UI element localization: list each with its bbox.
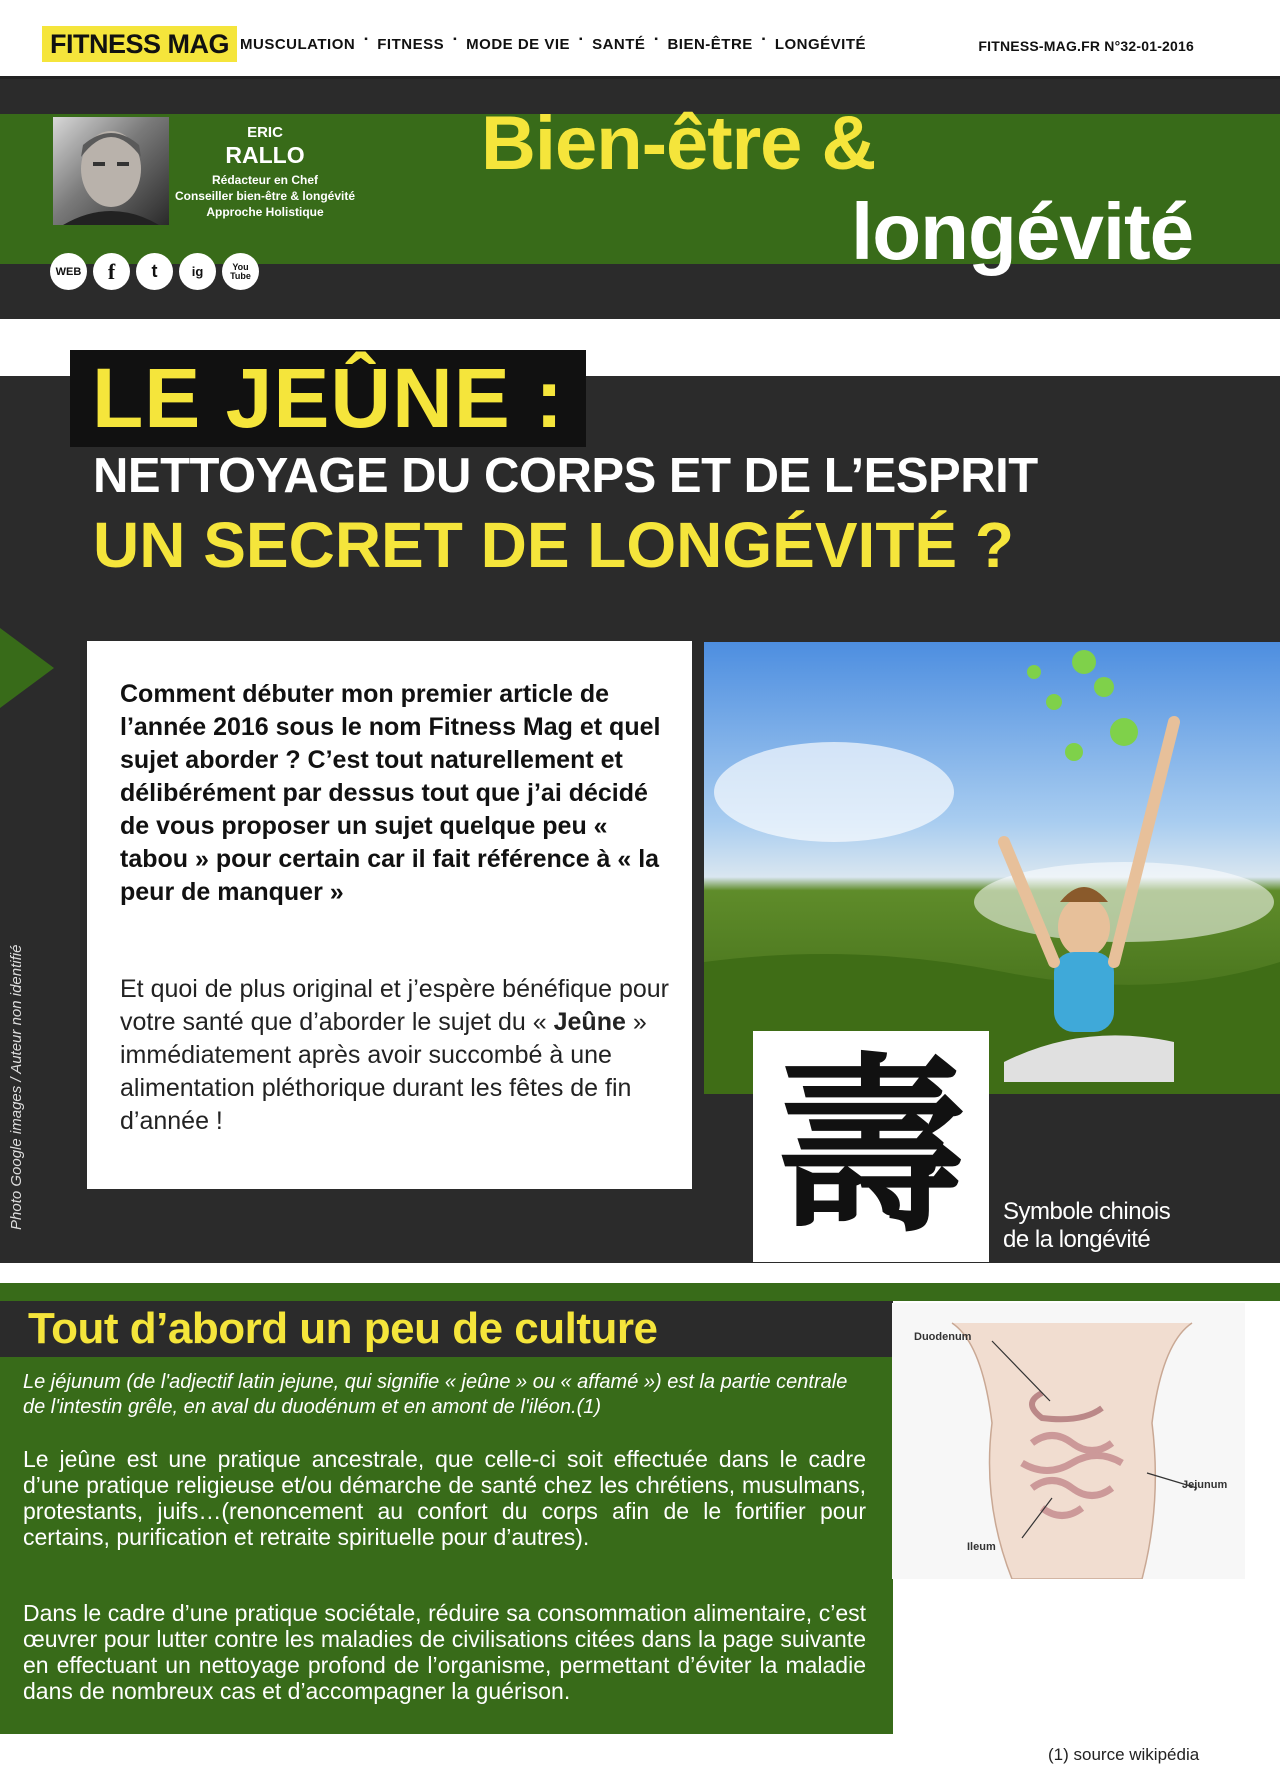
facebook-icon[interactable]: f: [93, 253, 130, 290]
nav-item-bien-etre[interactable]: BIEN-ÊTRE: [667, 36, 753, 53]
author-photo: [53, 117, 169, 225]
symbol-caption: [1003, 1198, 1170, 1254]
twitter-icon[interactable]: t: [136, 253, 173, 290]
issue-number: FITNESS-MAG.FR N°32-01-2016: [978, 38, 1194, 54]
nav-separator: ▪: [579, 34, 584, 45]
culture-divider: [0, 1283, 1280, 1301]
nav-separator: ▪: [453, 34, 458, 45]
nav-item-mode-de-vie[interactable]: MODE DE VIE: [466, 36, 571, 53]
nav-separator: ▪: [654, 34, 659, 45]
symbol-caption-line: de la longévité: [1003, 1226, 1151, 1253]
author-last-name: RALLO: [225, 142, 305, 168]
nav-separator: ▪: [761, 34, 766, 45]
nav-separator: ▪: [364, 34, 369, 45]
anatomy-label-jejunum: Jejunum: [1182, 1479, 1228, 1491]
meadow-image-icon: [704, 642, 1280, 1094]
culture-paragraph: Dans le cadre d’une pratique sociétale, réduire sa consommation alimentaire, c’est œuvrer pour lutter contre les maladies de civilisations citées dans la page suivante en effectuant un nettoyage profond de l’organisme, permettant d’éviter la maladie dans de nombreux cas et d’accompagner la guérison.: [23, 1600, 866, 1704]
intro-lead: Comment débuter mon premier article de l’année 2016 sous le nom Fitness Mag et quel sujet aborder ? C’est tout naturellement et délibérément par dessus tout que j’ai décidé de vous proposer un sujet quelque peu « tabou » pour certain car il fait référence à « la peur de manquer »: [120, 680, 661, 906]
chinese-symbol-box: [753, 1031, 989, 1262]
photo-credit: Photo Google images / Auteur non identifié: [8, 944, 25, 1230]
nav-item-fitness[interactable]: FITNESS: [377, 36, 445, 53]
youtube-icon[interactable]: You Tube: [222, 253, 259, 290]
intro-body-text: Et quoi de plus original et j’espère bénéfique pour votre santé que d’aborder le sujet du «: [120, 975, 669, 1036]
anatomy-label-ileum: Ileum: [967, 1541, 996, 1553]
longevity-symbol: 壽: [775, 1034, 966, 1258]
intestine-diagram: [892, 1303, 1245, 1579]
article-question: UN SECRET DE LONGÉVITÉ ?: [93, 509, 1014, 581]
instagram-icon[interactable]: ig: [179, 253, 216, 290]
intro-body-emphasis: Jeûne: [553, 1008, 626, 1036]
article-subtitle: NETTOYAGE DU CORPS ET DE L’ESPRIT: [93, 449, 1038, 503]
source-note: (1) source wikipédia: [1048, 1745, 1200, 1764]
section-title-line2: longévité: [851, 187, 1194, 276]
intro-body: [120, 973, 680, 1138]
author-role: Approche Holistique: [206, 205, 324, 219]
intro-body-text: » immédiatement après avoir succombé à une alimentation pléthorique durant les fêtes de fin d’année !: [120, 1008, 647, 1135]
nav-item-musculation[interactable]: MUSCULATION: [240, 36, 356, 53]
culture-title: Tout d’abord un peu de culture: [28, 1304, 658, 1353]
author-role: Conseiller bien-être & longévité: [174, 189, 356, 203]
anatomy-label-duodenum: Duodenum: [914, 1331, 972, 1343]
nav-item-longevite[interactable]: LONGÉVITÉ: [774, 36, 867, 53]
magazine-logo[interactable]: FITNESS MAG: [42, 26, 237, 62]
culture-paragraph: Le jeûne est une pratique ancestrale, que celle-ci soit effectuée dans le cadre d’une pratique religieuse et/ou démarche de santé chez les chrétiens, musulmans, protestants, juifs…(renoncement au confort du corps afin de le fortifier pour certains, purification et retraite spirituelle pour d’autres).: [23, 1446, 866, 1550]
symbol-caption-line: Symbole chinois: [1003, 1198, 1171, 1225]
article-headline: LE JEÛNE :: [70, 350, 586, 447]
nav-item-sante[interactable]: SANTÉ: [592, 36, 646, 53]
category-nav: [240, 36, 866, 53]
social-links: [50, 253, 259, 290]
arrow-right-icon: [0, 628, 54, 708]
author-portrait-icon: [53, 117, 169, 225]
section-title-line1: Bien-être &: [481, 101, 876, 186]
author-first-name: ERIC: [247, 124, 283, 141]
intestine-illustration-icon: [892, 1303, 1245, 1579]
author-role: Rédacteur en Chef: [211, 173, 319, 187]
woman-meadow-photo: [704, 642, 1280, 1094]
web-icon[interactable]: WEB: [50, 253, 87, 290]
jejunum-definition: Le jéjunum (de l'adjectif latin jejune, qui signifie « jeûne » ou « affamé ») est la partie centrale de l'intestin grêle, en aval du duodénum et en amont de l'iléon.(1): [23, 1371, 848, 1418]
